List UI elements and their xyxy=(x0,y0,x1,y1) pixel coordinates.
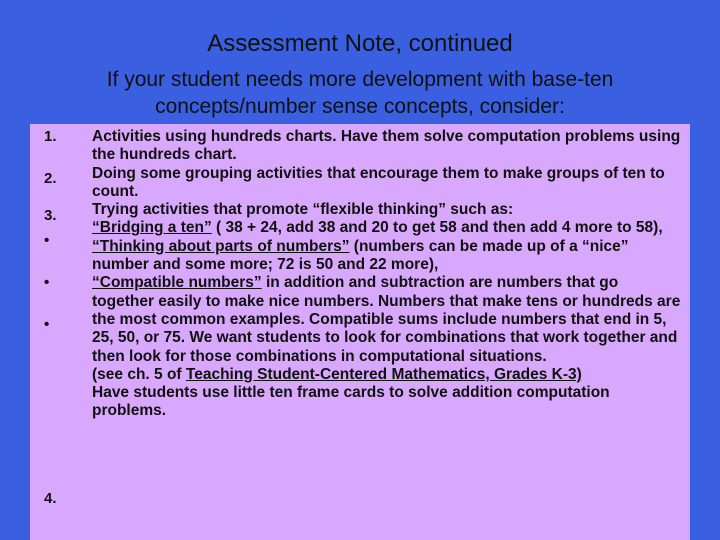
list-marker: • xyxy=(44,274,50,291)
slide-title: Assessment Note, continued xyxy=(207,30,513,57)
list-item xyxy=(92,238,684,275)
list-item xyxy=(92,274,684,365)
list-marker: 4. xyxy=(44,490,57,507)
list-marker: 1. xyxy=(44,128,57,145)
term-label: “Compatible numbers” xyxy=(92,274,262,292)
list-marker: 3. xyxy=(44,207,57,224)
reference-prefix: (see ch. 5 of xyxy=(92,365,186,383)
list-item xyxy=(92,219,684,237)
term-text: in addition and subtraction are numbers that go together easily to make nice numbers. Numbers that make tens or hundreds are the most common examples. Compatible sums include numbers that end in 5, 25, 50, or 75. We want students to look for combinations that work together and then look for those combinations in computational situations. xyxy=(92,274,681,365)
term-text: (numbers can be made up of a “nice” number and some more; 72 is 50 and 22 more), xyxy=(92,237,629,274)
list-item: Activities using hundreds charts. Have them solve computation problems using the hundreds chart. xyxy=(92,128,681,164)
list-item: Trying activities that promote “flexible thinking” such as: xyxy=(92,201,514,219)
book-title: Teaching Student-Centered Mathematics, Grades K-3) xyxy=(185,365,582,383)
term-label: “Thinking about parts of numbers” xyxy=(92,237,350,255)
term-label: “Bridging a ten” xyxy=(92,219,212,237)
list-body xyxy=(92,128,684,421)
list-marker: • xyxy=(44,232,50,249)
list-item: Doing some grouping activities that encourage them to make groups of ten to count. xyxy=(92,164,665,200)
content-box xyxy=(30,124,690,540)
list-marker: • xyxy=(44,316,50,333)
term-text: ( 38 + 24, add 38 and 20 to get 58 and then add 4 more to 58), xyxy=(211,219,663,237)
list-item: Have students use little ten frame cards to solve addition computation problems. xyxy=(92,384,610,420)
slide-subtitle: If your student needs more development with base-ten concepts/number sense concepts, consider: xyxy=(106,68,614,118)
list-marker: 2. xyxy=(44,170,57,187)
reference-note xyxy=(92,366,684,384)
